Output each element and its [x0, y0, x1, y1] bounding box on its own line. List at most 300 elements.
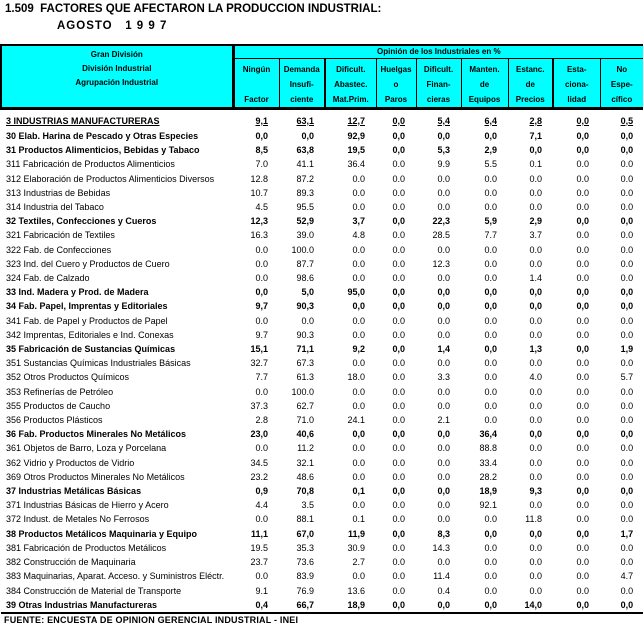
value-cell: 88.1 [296, 514, 314, 525]
value-cell: 66,7 [279, 598, 325, 613]
header-col-8: Esta- ciona- lidad [553, 58, 600, 108]
value-cell: 3.7 [529, 230, 542, 241]
value-cell: 0.0 [529, 258, 542, 269]
value-cell: 0.0 [576, 386, 589, 397]
value-cell: 36.4 [347, 159, 365, 170]
value-cell: 0,0 [620, 145, 634, 156]
value-cell: 0.0 [529, 415, 542, 426]
value-cell: 30.9 [347, 542, 365, 553]
table-row [1, 214, 643, 228]
value-cell: 0.0 [576, 415, 589, 426]
value-cell: 0,0 [392, 301, 405, 312]
value-cell: 0.0 [352, 202, 365, 213]
value-cell: 0.0 [484, 372, 497, 383]
value-cell: 0,0 [392, 145, 405, 156]
value-cell: 24.1 [347, 415, 365, 426]
value-cell: 88.8 [479, 443, 497, 454]
value-cell: 32.1 [296, 457, 314, 468]
row-label: 322 Fab. de Confecciones [6, 244, 112, 255]
header-opinion-group: Opinión de los Industriales en % [233, 45, 643, 58]
value-cell: 0.0 [529, 202, 542, 213]
value-cell: 0.4 [437, 585, 450, 596]
header-col-3: Dificult. Abastec. Mat.Prim. [325, 58, 376, 108]
value-cell: 0.0 [437, 457, 450, 468]
value-cell: 90,3 [296, 301, 314, 312]
value-cell: 14,0 [508, 598, 553, 613]
value-cell: 0.0 [352, 258, 365, 269]
value-cell: 18.0 [347, 372, 365, 383]
value-cell: 0.0 [484, 386, 497, 397]
value-cell: 67,0 [296, 528, 314, 539]
value-cell: 0.0 [392, 415, 405, 426]
value-cell: 11,1 [250, 528, 268, 539]
value-cell: 0.0 [620, 542, 634, 553]
value-cell: 76.9 [296, 585, 314, 596]
value-cell: 0.0 [529, 557, 542, 568]
value-cell: 0.0 [484, 202, 497, 213]
value-cell: 0.0 [352, 386, 365, 397]
row-label: 351 Sustancias Químicas Industriales Básicas [6, 358, 191, 369]
row-label: 352 Otros Productos Químicos [6, 372, 130, 383]
value-cell: 63,1 [296, 115, 314, 126]
value-cell: 9,7 [255, 301, 268, 312]
value-cell: 0.0 [529, 471, 542, 482]
row-label: 382 Construcción de Maquinaria [6, 557, 136, 568]
table-row [1, 370, 643, 384]
value-cell: 0.0 [352, 443, 365, 454]
value-cell: 11.8 [525, 514, 542, 525]
value-cell: 0.0 [437, 386, 450, 397]
value-cell: 0.0 [529, 244, 542, 255]
value-cell: 0.0 [576, 358, 589, 369]
value-cell: 0,0 [392, 344, 405, 355]
value-cell: 0.0 [484, 187, 497, 198]
table-row [1, 598, 643, 613]
value-cell: 0.0 [620, 315, 634, 326]
value-cell: 0,0 [437, 131, 450, 141]
value-cell: 0,4 [233, 598, 279, 613]
value-cell: 0.0 [255, 571, 268, 582]
value-cell: 0,1 [352, 486, 365, 497]
value-cell: 0.0 [352, 500, 365, 511]
value-cell: 73.6 [296, 557, 314, 568]
value-cell: 0.0 [529, 500, 542, 511]
value-cell: 2,9 [529, 216, 542, 227]
value-cell: 7.7 [255, 372, 268, 383]
value-cell: 0,0 [576, 115, 589, 126]
value-cell: 0,0 [529, 429, 542, 440]
value-cell: 0.0 [255, 273, 268, 284]
value-cell: 34.5 [250, 457, 268, 468]
value-cell: 4.0 [529, 372, 542, 383]
value-cell: 0,0 [553, 598, 600, 613]
row-label: 35 Fabricación de Sustancias Químicas [6, 344, 176, 355]
value-cell: 0.0 [576, 585, 589, 596]
value-cell: 12.8 [250, 173, 268, 184]
value-cell: 0,0 [392, 429, 405, 440]
value-cell: 0.0 [576, 273, 589, 284]
value-cell: 0,0 [576, 216, 589, 227]
row-label: 369 Otros Productos Minerales No Metálicos [6, 471, 185, 482]
value-cell: 92,9 [347, 131, 365, 141]
value-cell: 0,0 [392, 216, 405, 227]
row-label: 312 Elaboración de Productos Alimenticios Diversos [6, 173, 215, 184]
value-cell: 0.0 [437, 443, 450, 454]
row-label: 313 Industrias de Bebidas [6, 187, 111, 198]
value-cell: 0.0 [437, 244, 450, 255]
value-cell: 0,0 [437, 287, 450, 298]
value-cell: 0.0 [484, 571, 497, 582]
value-cell: 8,3 [437, 528, 450, 539]
value-cell: 0.1 [529, 159, 542, 170]
value-cell: 0.0 [620, 159, 634, 170]
value-cell: 0.0 [392, 372, 405, 383]
value-cell: 0.0 [484, 258, 497, 269]
value-cell: 71,1 [296, 344, 314, 355]
value-cell: 63,8 [296, 145, 314, 156]
value-cell: 14.3 [432, 542, 450, 553]
value-cell: 100.0 [291, 386, 314, 397]
value-cell: 0.0 [255, 258, 268, 269]
value-cell: 0.0 [620, 457, 634, 468]
value-cell: 0.0 [352, 471, 365, 482]
value-cell: 0.0 [352, 244, 365, 255]
value-cell: 4.4 [255, 500, 268, 511]
value-cell: 4.7 [620, 571, 634, 582]
value-cell: 0,5 [620, 115, 634, 126]
value-cell: 0,0 [576, 486, 589, 497]
value-cell: 0,0 [576, 145, 589, 156]
factors-table [0, 44, 643, 614]
value-cell: 32.7 [250, 358, 268, 369]
table-row [1, 108, 643, 129]
value-cell: 87.2 [296, 173, 314, 184]
value-cell: 0.0 [352, 400, 365, 411]
value-cell: 0,0 [484, 287, 497, 298]
value-cell: 0,0 [484, 131, 497, 141]
value-cell: 0.0 [484, 415, 497, 426]
value-cell: 0.0 [529, 542, 542, 553]
value-cell: 0.0 [392, 244, 405, 255]
value-cell: 0,0 [600, 598, 643, 613]
value-cell: 0.0 [484, 329, 497, 340]
value-cell: 0.0 [620, 230, 634, 241]
value-cell: 39.0 [296, 230, 314, 241]
table-body [1, 108, 643, 613]
value-cell: 0,0 [529, 301, 542, 312]
value-cell: 0.0 [392, 500, 405, 511]
value-cell: 0.0 [576, 500, 589, 511]
value-cell: 0,0 [576, 344, 589, 355]
row-label: 33 Ind. Madera y Prod. de Madera [6, 287, 149, 298]
value-cell: 1.4 [529, 273, 542, 284]
value-cell: 9,2 [352, 344, 365, 355]
value-cell: 0,0 [484, 344, 497, 355]
value-cell: 0.0 [529, 386, 542, 397]
value-cell: 33.4 [479, 457, 497, 468]
value-cell: 0.0 [392, 514, 405, 525]
value-cell: 0.0 [255, 315, 268, 326]
value-cell: 0.0 [620, 415, 634, 426]
table-row [1, 498, 643, 512]
value-cell: 0.0 [352, 273, 365, 284]
table-row [1, 512, 643, 526]
value-cell: 0.0 [529, 173, 542, 184]
value-cell: 0.0 [484, 358, 497, 369]
value-cell: 0.0 [301, 315, 314, 326]
value-cell: 2,9 [484, 145, 497, 156]
value-cell: 0.0 [437, 500, 450, 511]
value-cell: 0.0 [529, 585, 542, 596]
value-cell: 0.0 [576, 258, 589, 269]
row-label: 321 Fabricación de Textiles [6, 230, 115, 241]
value-cell: 0.0 [576, 557, 589, 568]
table-row [1, 484, 643, 498]
value-cell: 9,1 [255, 115, 268, 126]
row-label: 34 Fab. Papel, Imprentas y Editoriales [6, 301, 168, 312]
value-cell: 0.0 [576, 542, 589, 553]
row-label: 342 Imprentas, Editoriales e Ind. Conexas [6, 329, 174, 340]
value-cell: 0,0 [484, 528, 497, 539]
value-cell: 0.0 [255, 244, 268, 255]
table-header [1, 45, 643, 108]
table-row [1, 271, 643, 285]
value-cell: 0.0 [484, 585, 497, 596]
value-cell: 61.3 [296, 372, 314, 383]
value-cell: 8,5 [255, 145, 268, 156]
row-label: 31 Productos Alimenticios, Bebidas y Tabaco [6, 145, 200, 156]
row-label: 32 Textiles, Confecciones y Cueros [6, 216, 157, 227]
value-cell: 0,0 [416, 598, 461, 613]
row-label: 383 Maquinarias, Aparat. Acceso. y Suministros Eléctr. [6, 571, 225, 582]
table-row [1, 314, 643, 328]
value-cell: 5.7 [620, 372, 634, 383]
value-cell: 0.0 [437, 358, 450, 369]
value-cell: 0,0 [461, 598, 508, 613]
value-cell: 0.0 [437, 173, 450, 184]
value-cell: 0.0 [576, 372, 589, 383]
value-cell: 0.0 [576, 329, 589, 340]
value-cell: 0,0 [352, 301, 365, 312]
value-cell: 28.5 [432, 230, 450, 241]
value-cell: 11.2 [297, 443, 314, 454]
value-cell: 5,3 [437, 145, 450, 156]
value-cell: 1,3 [529, 344, 542, 355]
value-cell: 0,0 [620, 287, 634, 298]
value-cell: 11.4 [433, 571, 450, 582]
value-cell: 0.0 [576, 173, 589, 184]
value-cell: 0.0 [620, 386, 634, 397]
value-cell: 0,0 [529, 528, 542, 539]
value-cell: 89.3 [296, 187, 314, 198]
value-cell: 0,0 [620, 429, 634, 440]
value-cell: 95.5 [296, 202, 314, 213]
value-cell: 0.0 [437, 557, 450, 568]
value-cell: 35.3 [296, 542, 314, 553]
value-cell: 0.0 [484, 514, 497, 525]
value-cell: 23.7 [250, 557, 268, 568]
value-cell: 0.0 [392, 585, 405, 596]
value-cell: 0.0 [437, 329, 450, 340]
table-row [1, 200, 643, 214]
page-title: 1.509 FACTORES QUE AFECTARON LA PRODUCCION INDUSTRIAL: [5, 3, 382, 15]
value-cell: 48.6 [296, 471, 314, 482]
value-cell: 0.0 [529, 187, 542, 198]
value-cell: 23.2 [250, 471, 268, 482]
value-cell: 0.0 [620, 585, 634, 596]
header-col-4: Huelgas o Paros [376, 58, 416, 108]
value-cell: 7.0 [255, 159, 268, 170]
value-cell: 0.0 [437, 400, 450, 411]
row-label: 314 Industria del Tabaco [6, 202, 104, 213]
value-cell: 0.0 [352, 571, 365, 582]
value-cell: 9,3 [529, 486, 542, 497]
page-subtitle: AGOSTO 1 9 9 7 [57, 20, 168, 32]
table-row [1, 413, 643, 427]
header-col-2: Demanda Insufi- ciente [279, 58, 325, 108]
table-row [1, 342, 643, 356]
row-label: 362 Vidrio y Productos de Vidrio [6, 457, 135, 468]
value-cell: 2.7 [352, 557, 365, 568]
value-cell: 0.0 [392, 386, 405, 397]
row-label: 324 Fab. de Calzado [6, 273, 90, 284]
value-cell: 0,0 [392, 287, 405, 298]
header-col-9: No Espe- cífico [600, 58, 643, 108]
value-cell: 2,8 [529, 115, 542, 126]
table-row [1, 470, 643, 484]
value-cell: 11,9 [347, 528, 365, 539]
value-cell: 0.0 [620, 557, 634, 568]
value-cell: 0.0 [392, 471, 405, 482]
value-cell: 0.0 [576, 514, 589, 525]
value-cell: 0,0 [576, 131, 589, 141]
row-label: 38 Productos Metálicos Maquinaria y Equipo [6, 528, 198, 539]
value-cell: 3.5 [301, 500, 314, 511]
value-cell: 0.0 [392, 400, 405, 411]
table-row [1, 143, 643, 157]
table-row [1, 399, 643, 413]
value-cell: 0.0 [255, 443, 268, 454]
value-cell: 10.7 [250, 187, 268, 198]
value-cell: 52,9 [296, 216, 314, 227]
row-label: 36 Fab. Productos Minerales No Metálicos [6, 429, 187, 440]
value-cell: 95,0 [347, 287, 365, 298]
table-row [1, 555, 643, 569]
value-cell: 7,1 [529, 131, 542, 141]
value-cell: 0,0 [620, 216, 634, 227]
value-cell: 0,0 [392, 528, 405, 539]
value-cell: 13.6 [347, 585, 365, 596]
table-row [1, 456, 643, 470]
value-cell: 0.0 [529, 358, 542, 369]
value-cell: 0.0 [392, 457, 405, 468]
value-cell: 0.0 [620, 443, 634, 454]
value-cell: 0.0 [576, 457, 589, 468]
row-label: 361 Objetos de Barro, Loza y Porcelana [6, 443, 167, 454]
value-cell: 0.0 [620, 202, 634, 213]
value-cell: 0.0 [392, 329, 405, 340]
value-cell: 0.0 [392, 159, 405, 170]
value-cell: 0.0 [529, 571, 542, 582]
value-cell: 4.8 [352, 230, 365, 241]
table-row [1, 157, 643, 171]
value-cell: 0.0 [392, 273, 405, 284]
value-cell: 0.0 [437, 202, 450, 213]
header-col-1: Ningún Factor [233, 58, 279, 108]
value-cell: 0.0 [576, 571, 589, 582]
value-cell: 0,0 [437, 429, 450, 440]
value-cell: 36,4 [479, 429, 497, 440]
table-row [1, 328, 643, 342]
header-col-6: Manten. de Equipos [461, 58, 508, 108]
value-cell: 0.0 [437, 273, 450, 284]
value-cell: 0.0 [392, 187, 405, 198]
value-cell: 37.3 [250, 400, 268, 411]
value-cell: 0,0 [576, 528, 589, 539]
value-cell: 19.5 [250, 542, 268, 553]
value-cell: 0.0 [437, 471, 450, 482]
row-label: 353 Refinerías de Petróleo [6, 386, 114, 397]
value-cell: 0.0 [352, 315, 365, 326]
value-cell: 0.0 [620, 514, 634, 525]
value-cell: 6,4 [484, 115, 497, 126]
value-cell: 0.0 [352, 358, 365, 369]
value-cell: 0.0 [576, 400, 589, 411]
value-cell: 0.0 [529, 443, 542, 454]
value-cell: 1,4 [437, 344, 450, 355]
value-cell: 4.5 [255, 202, 268, 213]
value-cell: 12,3 [250, 216, 268, 227]
value-cell: 19,5 [347, 145, 365, 156]
value-cell: 0,0 [392, 131, 405, 141]
value-cell: 22,3 [432, 216, 450, 227]
value-cell: 0,0 [352, 429, 365, 440]
value-cell: 0.0 [392, 173, 405, 184]
value-cell: 0.0 [576, 315, 589, 326]
value-cell: 87.7 [296, 258, 314, 269]
value-cell: 0,0 [392, 486, 405, 497]
value-cell: 0.0 [352, 173, 365, 184]
value-cell: 0.0 [392, 202, 405, 213]
value-cell: 0,0 [529, 145, 542, 156]
value-cell: 98.6 [296, 273, 314, 284]
value-cell: 0.0 [620, 244, 634, 255]
value-cell: 5,0 [301, 287, 314, 298]
header-col-7: Estanc. de Precios [508, 58, 553, 108]
value-cell: 9.9 [437, 159, 450, 170]
value-cell: 9.7 [255, 329, 268, 340]
value-cell: 0.0 [620, 500, 634, 511]
table-row [1, 129, 643, 143]
row-label: 39 Otras Industrias Manufactureras [1, 598, 233, 613]
row-label: 30 Elab. Harina de Pescado y Otras Especies [6, 131, 199, 141]
value-cell: 0.0 [437, 514, 450, 525]
value-cell: 0,0 [576, 301, 589, 312]
value-cell: 0.1 [352, 514, 365, 525]
value-cell: 67.3 [296, 358, 314, 369]
value-cell: 0,0 [620, 301, 634, 312]
row-label: 356 Productos Plásticos [6, 415, 103, 426]
value-cell: 0.0 [484, 244, 497, 255]
value-cell: 0.0 [484, 542, 497, 553]
value-cell: 100.0 [291, 244, 314, 255]
value-cell: 1,7 [620, 528, 634, 539]
value-cell: 0.0 [529, 400, 542, 411]
value-cell: 0.0 [255, 514, 268, 525]
row-label: 371 Industrias Básicas de Hierro y Acero [6, 500, 169, 511]
value-cell: 0.0 [576, 202, 589, 213]
value-cell: 15,1 [250, 344, 268, 355]
